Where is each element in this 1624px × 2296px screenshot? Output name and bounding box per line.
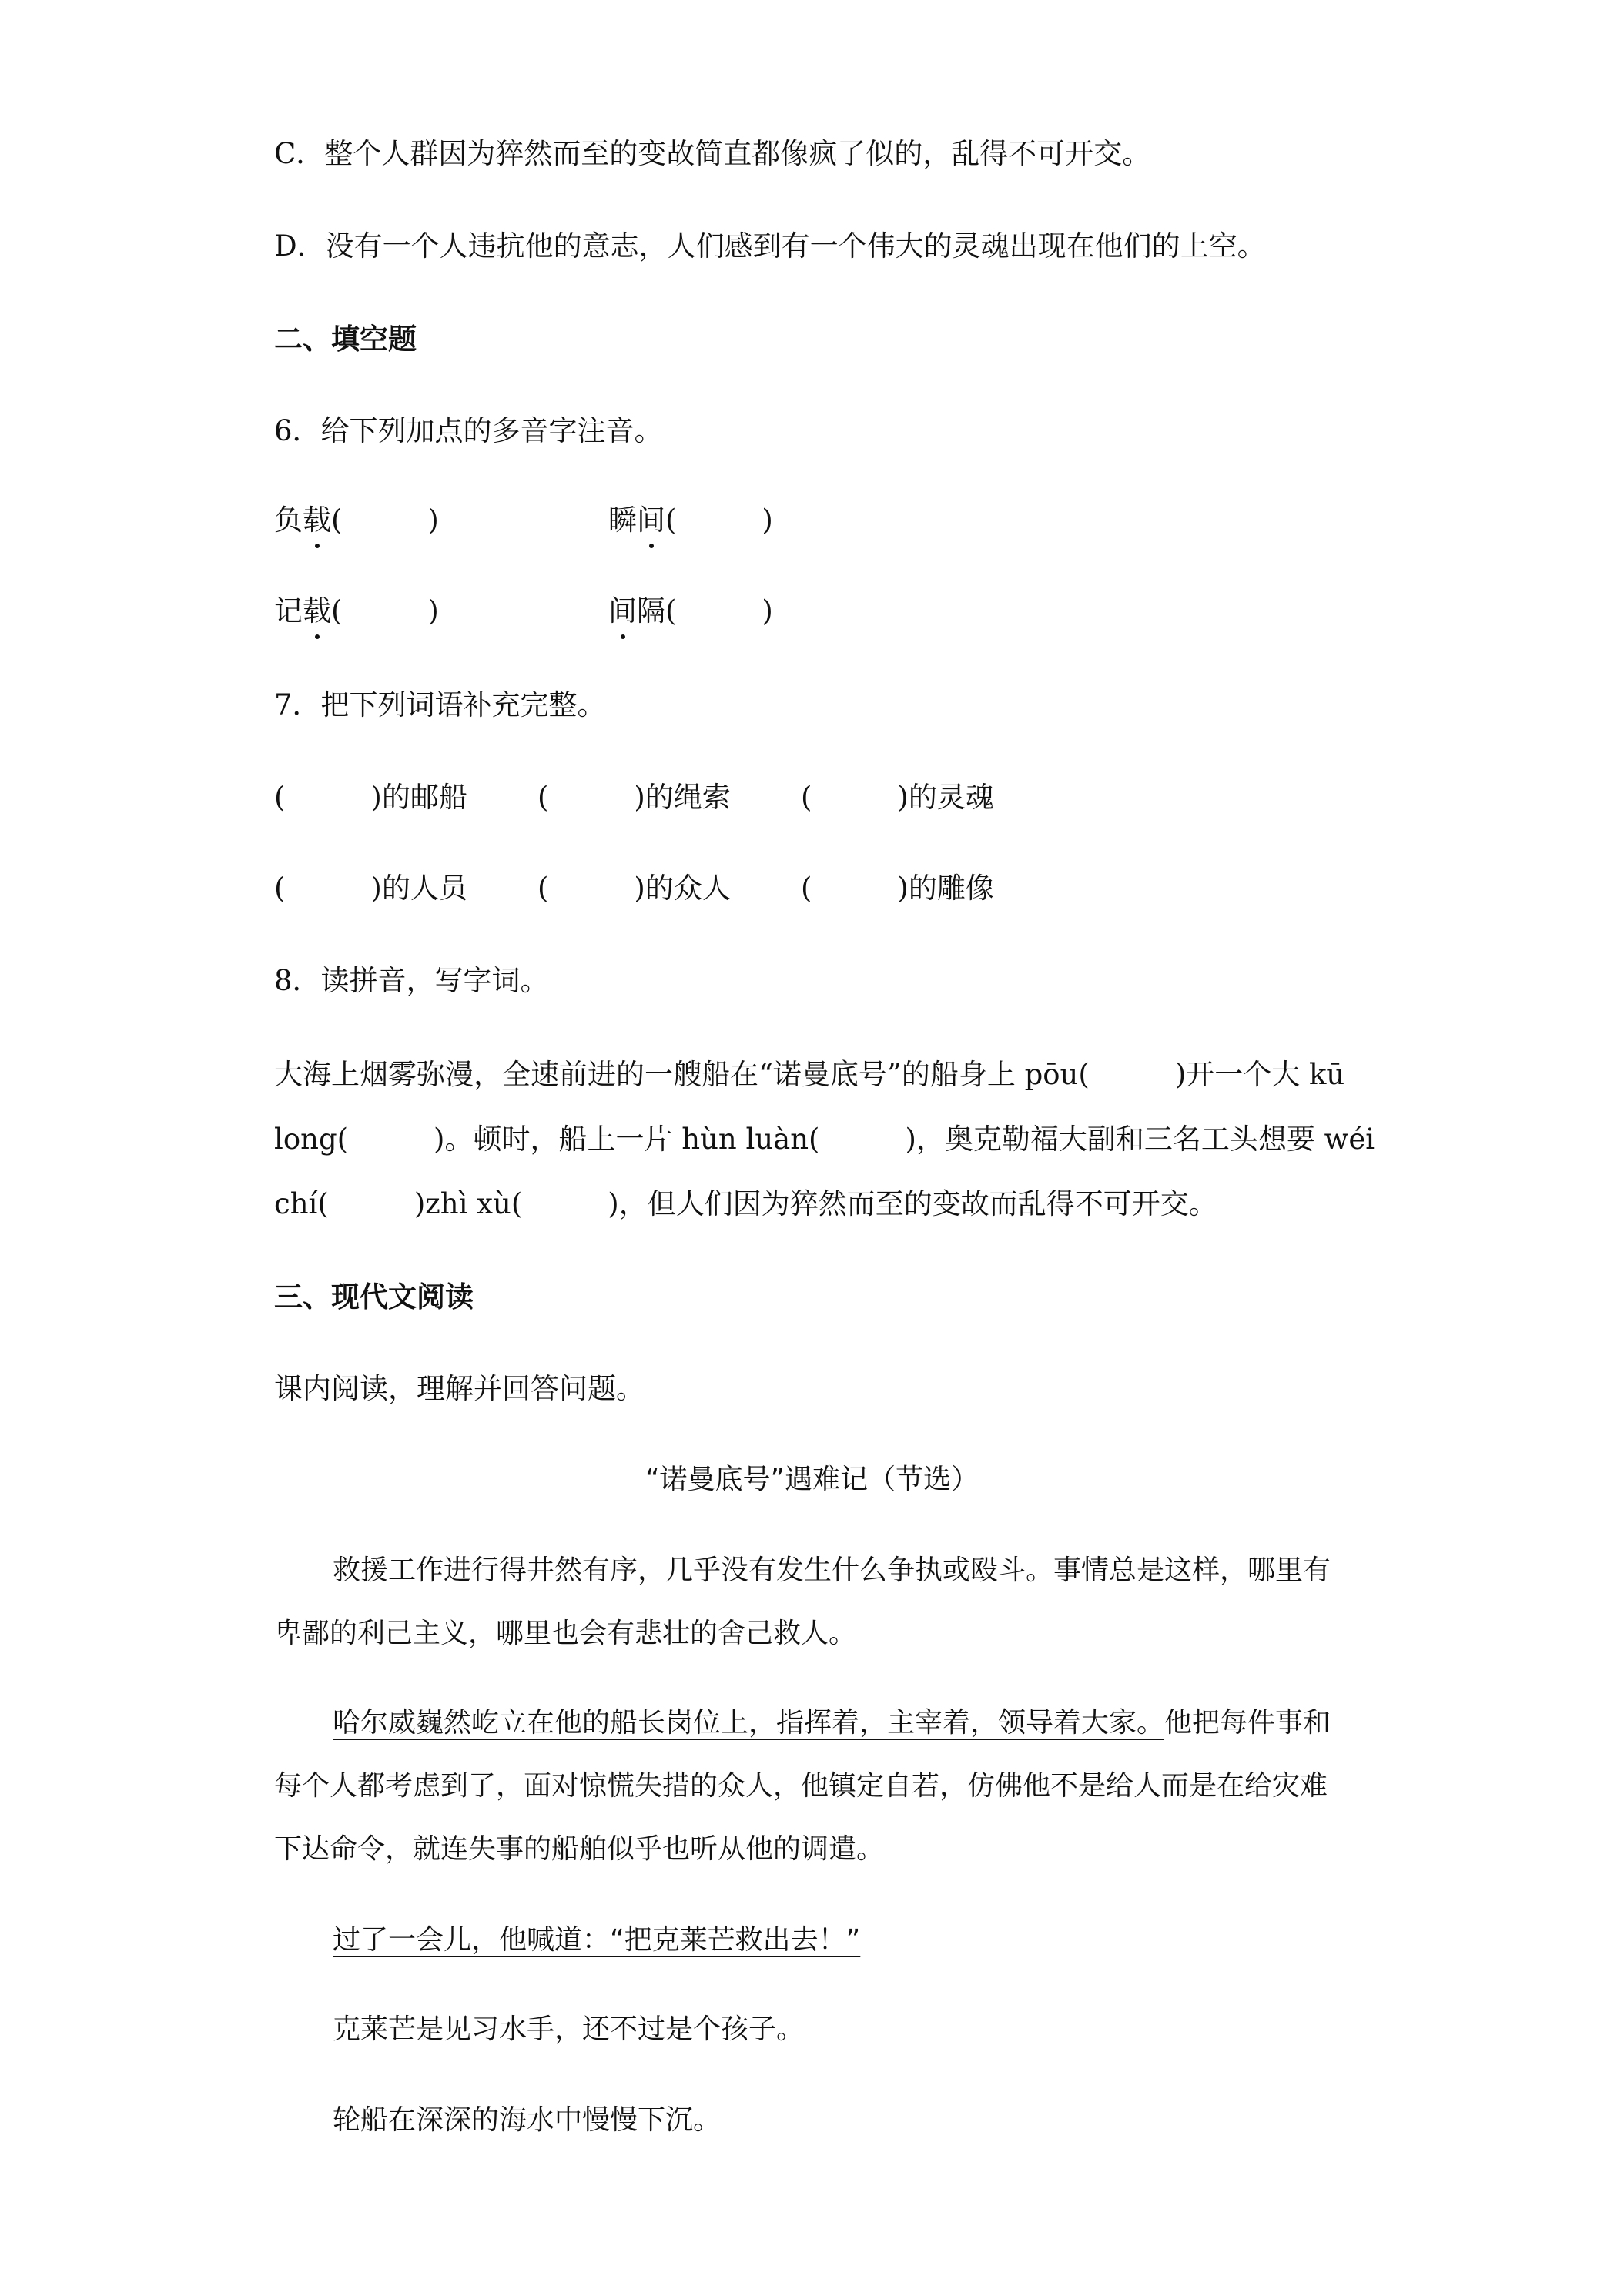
q7-blank-phrase[interactable]: ( )的雕像 xyxy=(801,872,994,905)
passage-title: “诺曼底号”遇难记（节选） xyxy=(645,1464,979,1495)
option-c: C．整个人群因为猝然而至的变故简直都像疯了似的，乱得不可开交。 xyxy=(274,137,1151,170)
q6-answer-blank[interactable]: ( ) xyxy=(331,504,439,537)
passage-paragraph-1: 救援工作进行得井然有序，几乎没有发生什么争执或殴斗。事情总是这样，哪里有 xyxy=(333,1555,1331,1586)
q8-text-line: long( )。顿时，船上一片 hùn luàn( )，奥克勒福大副和三名工头想要 wéi xyxy=(274,1123,1375,1156)
q6-dotted-char: 间 xyxy=(608,593,637,630)
passage-paragraph-2 xyxy=(333,1705,1331,1742)
passage-paragraph-4: 克莱芒是见习水手，还不过是个孩子。 xyxy=(333,2013,805,2045)
q6-item-char: 负 xyxy=(274,504,303,537)
q6-item-char: 记 xyxy=(274,594,303,628)
q8-text-line: 大海上烟雾弥漫，全速前进的一艘船在“诺曼底号”的船身上 pōu( )开一个大 kū xyxy=(274,1058,1345,1091)
q6-dotted-char: 载 xyxy=(303,502,331,539)
q6-item-char: 瞬 xyxy=(608,504,637,537)
passage-paragraph-5: 轮船在深深的海水中慢慢下沉。 xyxy=(333,2104,722,2136)
q7-blank-phrase[interactable]: ( )的人员 xyxy=(274,872,467,905)
q6-answer-blank[interactable]: ( ) xyxy=(665,594,773,628)
question-7-prompt: 7．把下列词语补充完整。 xyxy=(274,688,606,721)
paragraph-text: 他把每件事和 xyxy=(1164,1707,1331,1739)
q6-item xyxy=(274,502,439,539)
q7-blank-phrase[interactable]: ( )的绳索 xyxy=(537,781,731,814)
q6-answer-blank[interactable]: ( ) xyxy=(331,594,439,628)
passage-paragraph-2-cont: 每个人都考虑到了，面对惊慌失措的众人，他镇定自若，仿佛他不是给人而是在给灾难 xyxy=(274,1770,1328,1802)
q7-blank-phrase[interactable]: ( )的灵魂 xyxy=(801,781,994,814)
underlined-sentence: 过了一会儿，他喊道：“把克莱芒救出去！” xyxy=(333,1924,861,1956)
q6-dotted-char: 载 xyxy=(303,593,331,630)
passage-paragraph-1-cont: 卑鄙的利己主义，哪里也会有悲壮的舍己救人。 xyxy=(274,1618,857,1649)
option-d: D．没有一个人违抗他的意志，人们感到有一个伟大的灵魂出现在他们的上空。 xyxy=(274,229,1266,263)
q6-item xyxy=(608,502,773,539)
q7-blank-phrase[interactable]: ( )的众人 xyxy=(537,872,731,905)
passage-paragraph-2-cont: 下达命令，就连失事的船舶似乎也听从他的调遣。 xyxy=(274,1833,885,1865)
q8-text-line: chí( )zhì xù( )，但人们因为猝然而至的变故而乱得不可开交。 xyxy=(274,1187,1217,1220)
q6-item xyxy=(274,593,439,630)
section-heading-fill-blank: 二、填空题 xyxy=(274,322,417,356)
q6-answer-blank[interactable]: ( ) xyxy=(665,504,773,537)
q6-item-char: 隔 xyxy=(637,594,665,628)
question-6-prompt: 6．给下列加点的多音字注音。 xyxy=(274,414,663,447)
q6-item xyxy=(608,593,773,630)
passage-paragraph-3 xyxy=(333,1922,860,1959)
q7-blank-phrase[interactable]: ( )的邮船 xyxy=(274,781,467,814)
underlined-sentence: 哈尔威巍然屹立在他的船长岗位上，指挥着，主宰着，领导着大家。 xyxy=(333,1707,1165,1739)
question-8-prompt: 8．读拼音，写字词。 xyxy=(274,964,549,997)
q6-dotted-char: 间 xyxy=(637,502,665,539)
section-heading-reading: 三、现代文阅读 xyxy=(274,1280,474,1314)
reading-intro: 课内阅读，理解并回答问题。 xyxy=(274,1372,645,1405)
